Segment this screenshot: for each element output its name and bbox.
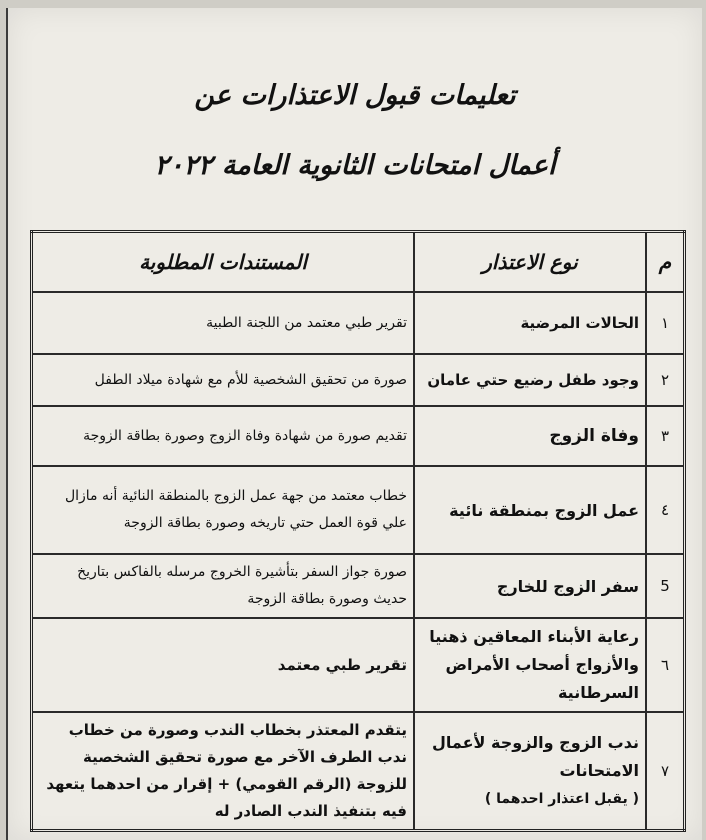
table-row [32,354,685,406]
row-docs: يتقدم المعتذر بخطاب الندب وصورة من خطاب ندب الطرف الآخر مع صورة تحقيق الشخصية للزوجة (الرقم القومي) + إقرار من احدهما يتعهد فيه بتنفيذ الندب الصادر له [32,712,415,831]
row-num: ٢ [646,354,685,406]
table-header-row [32,232,685,293]
row-docs: خطاب معتمد من جهة عمل الزوج بالمنطقة النائية أنه مازال علي قوة العمل حتي تاريخه وصورة بطاقة الزوجة [32,466,415,554]
table-row [32,618,685,712]
header-docs: المستندات المطلوبة [32,232,415,293]
row-type: وجود طفل رضيع حتي عامان [414,354,646,406]
row-docs: صورة من تحقيق الشخصية للأم مع شهادة ميلاد الطفل [32,354,415,406]
row-type: وفاة الزوج [414,406,646,466]
row-type: سفر الزوج للخارج [414,554,646,618]
row-docs: تقديم صورة من شهادة وفاة الزوج وصورة بطاقة الزوجة [32,406,415,466]
row-num: ١ [646,292,685,354]
row-num: 5 [646,554,685,618]
excuses-table [30,230,686,832]
row-type: الحالات المرضية [414,292,646,354]
row-type-cell [414,712,646,831]
table-row [32,292,685,354]
title-line-2: أعمال امتحانات الثانوية العامة ٢٠٢٢ [154,150,556,181]
row-num: ٤ [646,466,685,554]
table-row [32,712,685,831]
header-type: نوع الاعتذار [414,232,646,293]
table-row [32,406,685,466]
row-type-note: ( يقبل اعتذار احدهما ) [484,791,639,807]
header-num: م [646,232,685,293]
row-num: ٦ [646,618,685,712]
row-docs: تقرير طبي معتمد [32,618,415,712]
title-line-1: تعليمات قبول الاعتذارات عن [194,80,516,111]
row-docs: تقرير طبي معتمد من اللجنة الطبية [32,292,415,354]
table-row [32,466,685,554]
row-type: ندب الزوج والزوجة لأعمال الامتحانات [432,733,639,780]
row-docs: صورة جواز السفر بتأشيرة الخروج مرسله بالفاكس بتاريخ حديث وصورة بطاقة الزوجة [32,554,415,618]
row-type: عمل الزوج بمنطقة نائية [414,466,646,554]
row-type: رعاية الأبناء المعاقين ذهنيا والأزواج أصحاب الأمراض السرطانية [414,618,646,712]
row-num: ٣ [646,406,685,466]
row-num: ٧ [646,712,685,831]
table-row [32,554,685,618]
